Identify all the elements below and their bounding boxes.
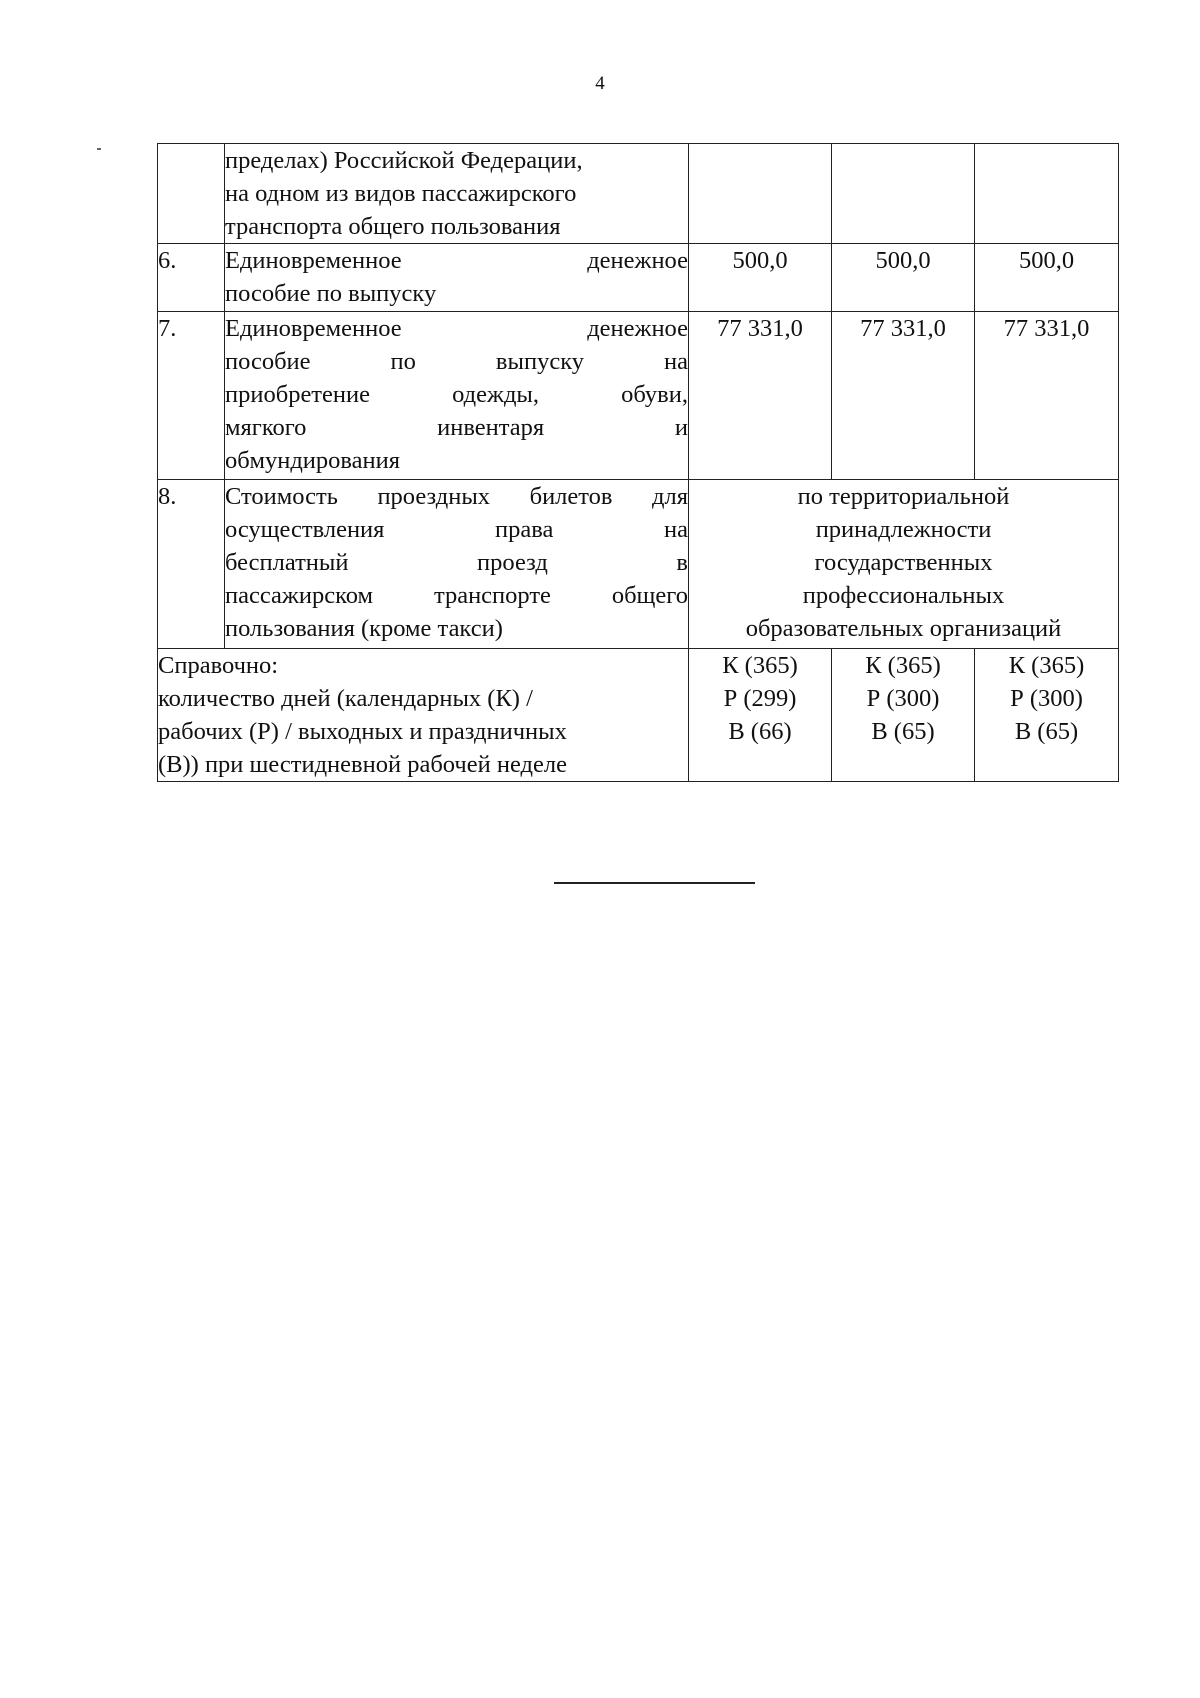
description-line: Единовременное денежное (225, 247, 688, 274)
row-number: 6. (158, 244, 225, 312)
description-line: обмундирования (225, 447, 401, 474)
description-line: приобретение одежды, обуви, (225, 381, 688, 408)
value-cell: 77 331,0 (975, 312, 1119, 480)
row-description (225, 144, 689, 244)
row-description (225, 480, 689, 649)
description-line: пределах) Российской Федерации, (225, 147, 583, 174)
row-number: 7. (158, 312, 225, 480)
description-line: пособие по выпуску (225, 280, 437, 307)
merged-line: профессиональных (802, 582, 1005, 609)
reference-line: количество дней (календарных (К) / (158, 685, 533, 712)
merged-line: образовательных организаций (745, 615, 1062, 642)
value-cell: 500,0 (689, 244, 832, 312)
scan-artifact (97, 148, 101, 150)
row-description (225, 244, 689, 312)
days-cell (975, 649, 1119, 782)
value-cell (975, 144, 1119, 244)
days-cell (832, 649, 975, 782)
days-calendar: К (365) (722, 652, 798, 679)
reference-description (158, 649, 689, 782)
description-line: мягкого инвентаря и (225, 414, 688, 441)
description-line: бесплатный проезд в (225, 549, 688, 576)
description-line: пособие по выпуску на (225, 348, 688, 375)
table-row (158, 244, 1119, 312)
table-row (158, 480, 1119, 649)
days-weekend: В (65) (1014, 718, 1079, 745)
days-weekend: В (66) (728, 718, 792, 745)
description-line: осуществления права на (225, 516, 688, 543)
merged-line: принадлежности (815, 516, 992, 543)
description-line: Стоимость проездных билетов для (225, 483, 688, 510)
end-rule (554, 882, 755, 884)
merged-line: по территориальной (797, 483, 1010, 510)
days-working: Р (300) (1010, 685, 1083, 712)
page-number: 4 (595, 73, 605, 94)
days-working: Р (300) (866, 685, 940, 712)
value-cell (689, 144, 832, 244)
description-line: пользования (кроме такси) (225, 615, 503, 642)
merged-value-cell (689, 480, 1119, 649)
days-working: Р (299) (723, 685, 797, 712)
days-calendar: К (365) (865, 652, 941, 679)
reference-line: рабочих (Р) / выходных и праздничных (158, 718, 567, 745)
table-row (158, 312, 1119, 480)
allowance-table (157, 143, 1119, 782)
description-line: пассажирском транспорте общего (225, 582, 688, 609)
description-line: транспорта общего пользования (225, 213, 561, 240)
value-cell (832, 144, 975, 244)
reference-line: Справочно: (158, 652, 279, 679)
days-weekend: В (65) (871, 718, 935, 745)
table-row-reference (158, 649, 1119, 782)
row-description (225, 312, 689, 480)
reference-line: (В)) при шестидневной рабочей неделе (158, 751, 567, 778)
value-cell: 77 331,0 (832, 312, 975, 480)
days-calendar: К (365) (1008, 652, 1085, 679)
value-cell: 77 331,0 (689, 312, 832, 480)
merged-line: государственных (814, 549, 993, 576)
description-line: Единовременное денежное (225, 315, 688, 342)
value-cell: 500,0 (975, 244, 1119, 312)
description-line: на одном из видов пассажирского (225, 180, 577, 207)
row-number: 8. (158, 480, 225, 649)
row-number (158, 144, 225, 244)
days-cell (689, 649, 832, 782)
value-cell: 500,0 (832, 244, 975, 312)
table-row (158, 144, 1119, 244)
